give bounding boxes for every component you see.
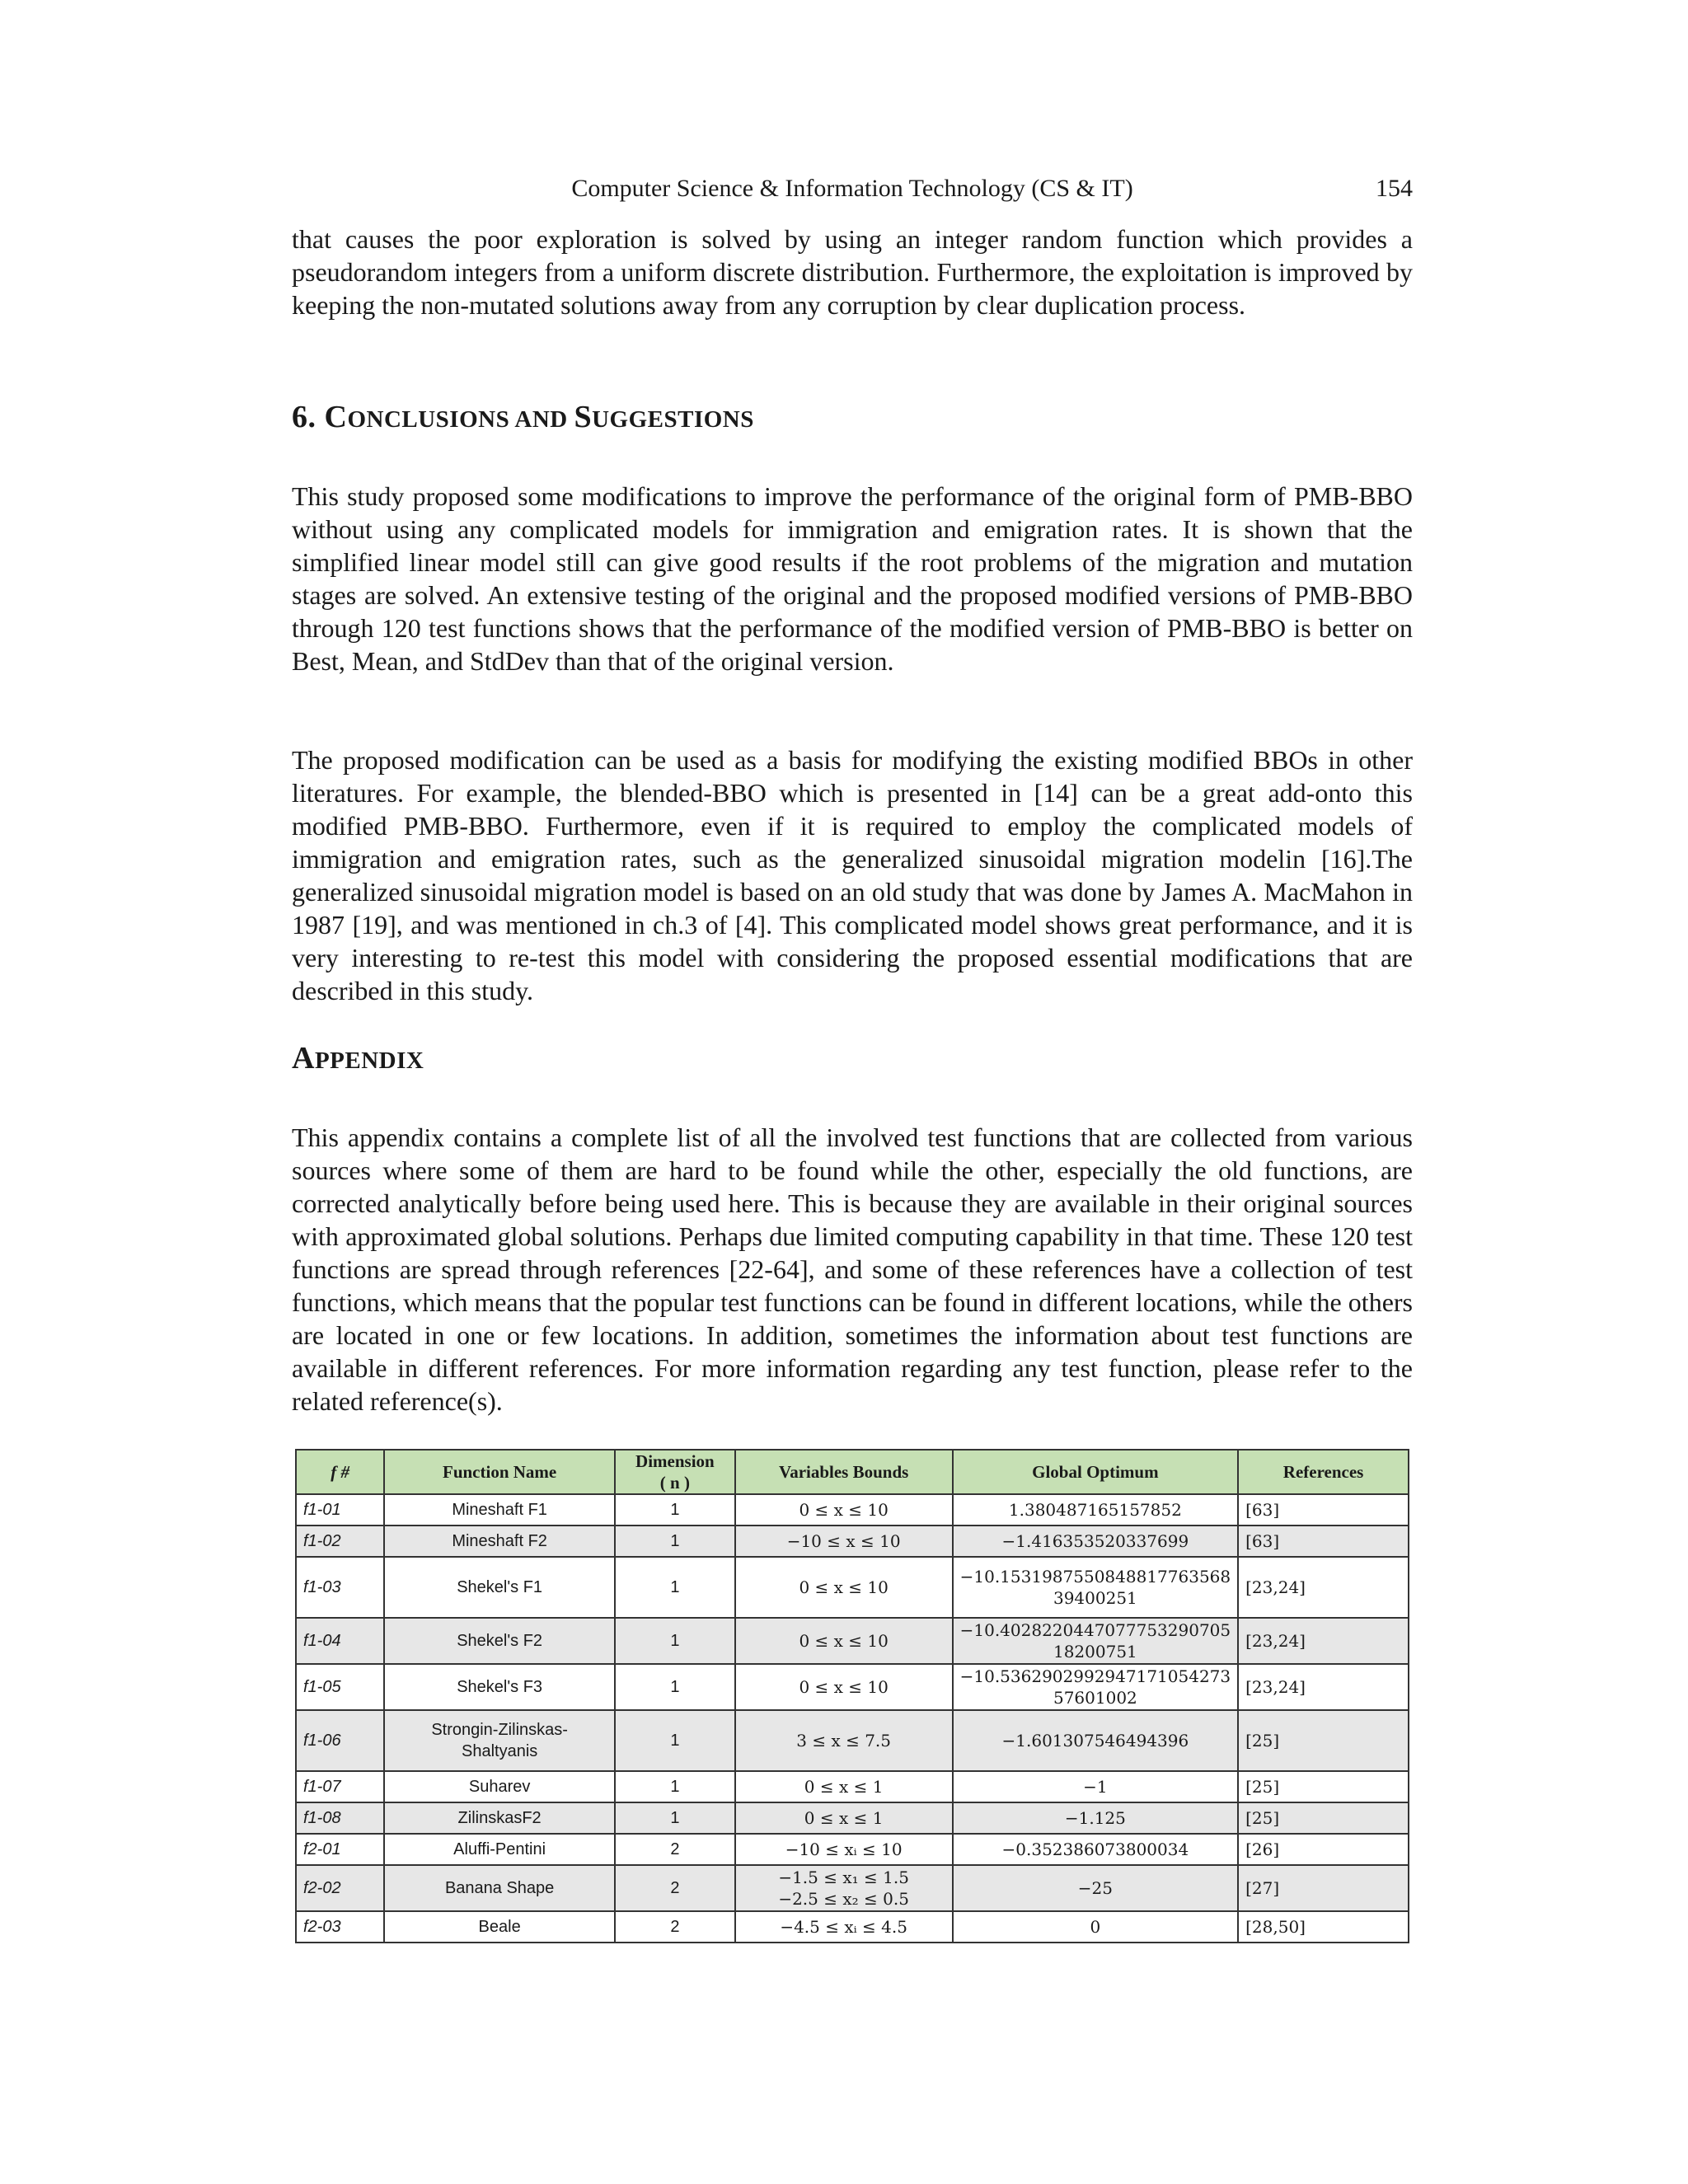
cell-dimension: 2 (615, 1865, 735, 1911)
cell-dimension: 2 (615, 1834, 735, 1865)
table-row (296, 1710, 1409, 1771)
cell-variables-bounds: 0 ≤ x ≤ 10 (735, 1618, 953, 1664)
table-row (296, 1664, 1409, 1710)
header-variables-bounds: Variables Bounds (735, 1450, 953, 1494)
test-functions-table (295, 1449, 1409, 1943)
cell-function-name: Banana Shape (384, 1865, 615, 1911)
cell-variables-bounds: −10 ≤ xᵢ ≤ 10 (735, 1834, 953, 1865)
section-heading-conclusions: 6. CONCLUSIONS AND SUGGESTIONS (292, 400, 754, 434)
cell-global-optimum: −10.1531987550848817763568 39400251 (953, 1557, 1239, 1618)
header-fid: f # (296, 1450, 384, 1494)
cell-variables-bounds: −10 ≤ x ≤ 10 (735, 1526, 953, 1557)
table-row (296, 1802, 1409, 1834)
cell-dimension: 1 (615, 1618, 735, 1664)
journal-title: Computer Science & Information Technology (CS & IT) (571, 175, 1133, 202)
header-references: References (1238, 1450, 1409, 1494)
running-header (292, 175, 1413, 208)
cell-global-optimum: −1.416353520337699 (953, 1526, 1239, 1557)
cell-function-id: f1-01 (296, 1494, 384, 1526)
cell-function-name: Shekel's F1 (384, 1557, 615, 1618)
cell-variables-bounds: 3 ≤ x ≤ 7.5 (735, 1710, 953, 1771)
cell-references: [23,24] (1238, 1557, 1409, 1618)
page-number: 154 (1376, 175, 1413, 202)
cell-dimension: 1 (615, 1771, 735, 1802)
cell-references: [23,24] (1238, 1664, 1409, 1710)
cell-function-name: Strongin-Zilinskas- Shaltyanis (384, 1710, 615, 1771)
cell-dimension: 1 (615, 1557, 735, 1618)
table-row (296, 1834, 1409, 1865)
table-header-row (296, 1450, 1409, 1494)
cell-references: [25] (1238, 1802, 1409, 1834)
cell-global-optimum: −25 (953, 1865, 1239, 1911)
cell-variables-bounds: 0 ≤ x ≤ 10 (735, 1664, 953, 1710)
cell-variables-bounds: −1.5 ≤ x₁ ≤ 1.5 −2.5 ≤ x₂ ≤ 0.5 (735, 1865, 953, 1911)
header-dimension: Dimension ( n ) (615, 1450, 735, 1494)
cell-references: [63] (1238, 1494, 1409, 1526)
cell-dimension: 1 (615, 1802, 735, 1834)
section-heading-appendix: APPENDIX (292, 1041, 424, 1076)
cell-variables-bounds: 0 ≤ x ≤ 1 (735, 1771, 953, 1802)
cell-variables-bounds: 0 ≤ x ≤ 1 (735, 1802, 953, 1834)
cell-function-name: Shekel's F2 (384, 1618, 615, 1664)
cell-function-id: f2-01 (296, 1834, 384, 1865)
cell-global-optimum: −0.352386073800034 (953, 1834, 1239, 1865)
table-row (296, 1494, 1409, 1526)
cell-function-name: Mineshaft F1 (384, 1494, 615, 1526)
cell-function-name: Beale (384, 1911, 615, 1943)
cell-dimension: 1 (615, 1710, 735, 1771)
cell-dimension: 1 (615, 1664, 735, 1710)
cell-global-optimum: 1.380487165157852 (953, 1494, 1239, 1526)
intro-paragraph: that causes the poor exploration is solved by using an integer random function which provides a pseudorandom integers from a uniform discrete distribution. Furthermore, the exploitation is improved by keeping the non-mutated solutions away from any corruption by clear duplication process. (292, 224, 1413, 320)
cell-variables-bounds: −4.5 ≤ xᵢ ≤ 4.5 (735, 1911, 953, 1943)
cell-function-name: Shekel's F3 (384, 1664, 615, 1710)
cell-references: [25] (1238, 1710, 1409, 1771)
cell-dimension: 1 (615, 1494, 735, 1526)
cell-function-name: Suharev (384, 1771, 615, 1802)
cell-function-id: f1-05 (296, 1664, 384, 1710)
cell-global-optimum: −1.601307546494396 (953, 1710, 1239, 1771)
table-row (296, 1557, 1409, 1618)
cell-global-optimum: −10.5362902992947171054273 57601002 (953, 1664, 1239, 1710)
cell-function-name: ZilinskasF2 (384, 1802, 615, 1834)
cell-variables-bounds: 0 ≤ x ≤ 10 (735, 1494, 953, 1526)
conclusions-paragraph-1: This study proposed some modifications to improve the performance of the original form of PMB-BBO without using any complicated models for immigration and emigration rates. It is shown that the simplified linear model still can give good results if the root problems of the migration and mutation stages are solved. An extensive testing of the original and the proposed modified versions of PMB-BBO through 120 test functions shows that the performance of the modified version of PMB-BBO is better on Best, Mean, and StdDev than that of the original version. (292, 481, 1413, 676)
cell-global-optimum: −10.4028220447077753290705 18200751 (953, 1618, 1239, 1664)
header-global-optimum: Global Optimum (953, 1450, 1239, 1494)
cell-variables-bounds: 0 ≤ x ≤ 10 (735, 1557, 953, 1618)
cell-function-id: f2-02 (296, 1865, 384, 1911)
table-row (296, 1526, 1409, 1557)
appendix-paragraph: This appendix contains a complete list of all the involved test functions that are collected from various sources where some of them are hard to be found while the other, especially the old functions, are corrected analytically before being used here. This is because they are available in their original sources with approximated global solutions. Perhaps due limited computing capability in that time. These 120 test functions are spread through references [22-64], and some of these references have a collection of test functions, which means that the popular test functions can be found in different locations, while the others are located in one or few locations. In addition, sometimes the information about test functions are available in different references. For more information regarding any test function, please refer to the related reference(s). (292, 1122, 1413, 1416)
cell-function-name: Mineshaft F2 (384, 1526, 615, 1557)
cell-function-name: Aluffi-Pentini (384, 1834, 615, 1865)
cell-function-id: f1-07 (296, 1771, 384, 1802)
table-row (296, 1865, 1409, 1911)
cell-references: [63] (1238, 1526, 1409, 1557)
cell-function-id: f1-04 (296, 1618, 384, 1664)
conclusions-paragraph-2: The proposed modification can be used as a basis for modifying the existing modified BBOs in other literatures. For example, the blended-BBO which is presented in [14] can be a great add-onto this modified PMB-BBO. Furthermore, even if it is required to employ the complicated models of immigration and emigration rates, such as the generalized sinusoidal migration modelin [16].The generalized sinusoidal migration model is based on an old study that was done by James A. MacMahon in 1987 [19], and was mentioned in ch.3 of [4]. This complicated model shows great performance, and it is very interesting to re-test this model with considering the proposed essential modifications that are described in this study. (292, 745, 1413, 1005)
cell-function-id: f1-02 (296, 1526, 384, 1557)
table-row (296, 1911, 1409, 1943)
cell-global-optimum: 0 (953, 1911, 1239, 1943)
cell-function-id: f1-08 (296, 1802, 384, 1834)
cell-references: [27] (1238, 1865, 1409, 1911)
cell-references: [25] (1238, 1771, 1409, 1802)
cell-function-id: f2-03 (296, 1911, 384, 1943)
cell-function-id: f1-06 (296, 1710, 384, 1771)
cell-references: [26] (1238, 1834, 1409, 1865)
header-function-name: Function Name (384, 1450, 615, 1494)
table-row (296, 1771, 1409, 1802)
cell-references: [28,50] (1238, 1911, 1409, 1943)
table-row (296, 1618, 1409, 1664)
cell-global-optimum: −1.125 (953, 1802, 1239, 1834)
cell-references: [23,24] (1238, 1618, 1409, 1664)
cell-dimension: 1 (615, 1526, 735, 1557)
cell-global-optimum: −1 (953, 1771, 1239, 1802)
cell-dimension: 2 (615, 1911, 735, 1943)
cell-function-id: f1-03 (296, 1557, 384, 1618)
